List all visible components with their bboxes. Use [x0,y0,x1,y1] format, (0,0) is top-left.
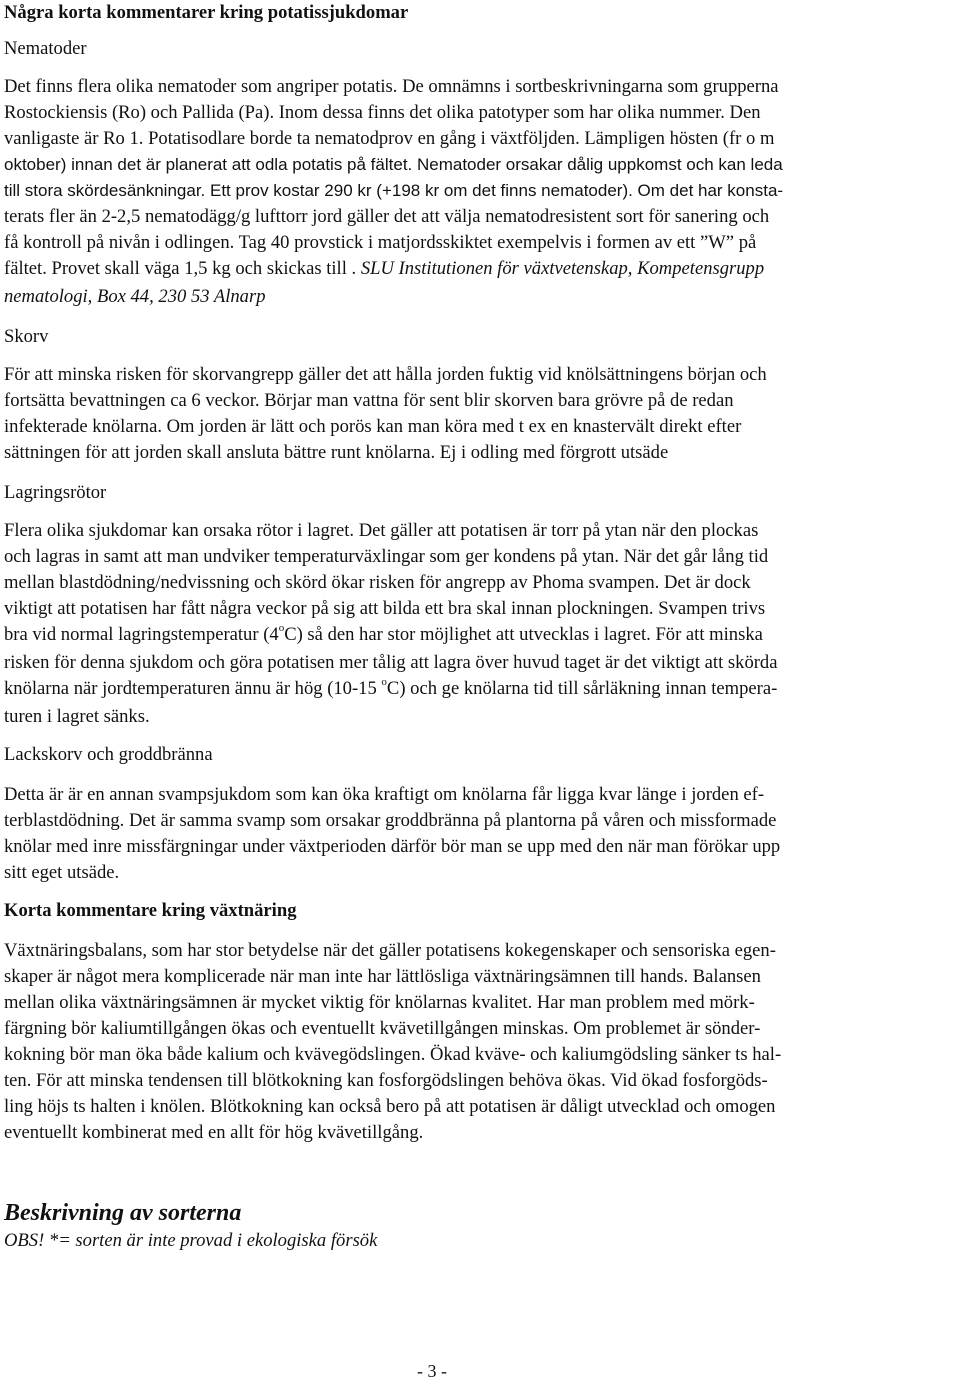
section-heading-lackskorv: Lackskorv och groddbränna [4,744,213,765]
paragraph-line: mellan blastdödning/nedvissning och skörd ökar risken för angrepp av Phoma svampen. Det är dock [4,572,751,593]
paragraph-line: ling höjs ts halten i knölen. Blötkokning kan också bero på att potatisen är dåligt utvecklad och omogen [4,1096,776,1117]
degree-superscript: o [278,621,285,634]
section-heading-vaxtnaring: Korta kommentare kring växtnäring [4,900,297,921]
section-heading-nematoder: Nematoder [4,38,87,59]
paragraph-line: För att minska risken för skorvangrepp gäller det att hålla jorden fuktig vid knölsättningens början och [4,364,767,385]
paragraph-text: C) och ge knölarna tid till sårläkning innan tempera- [386,678,778,699]
paragraph-line: mellan olika växtnäringsämnen är mycket viktig för knölarnas kvalitet. Har man problem med mörk- [4,992,755,1013]
paragraph-line: skaper är något mera komplicerade när man inte har lättlösliga växtnäringsämnen till hands. Balansen [4,966,761,987]
paragraph-line: ten. För att minska tendensen till blötkokning kan fosforgödslingen behöva ökas. Vid ökad fosforgöds- [4,1070,768,1091]
paragraph-line: sitt eget utsäde. [4,862,120,883]
paragraph-line: få kontroll på nivån i odlingen. Tag 40 provstick i matjordsskiktet exempelvis i formen av ett ”W” på [4,232,757,253]
paragraph-line: Växtnäringsbalans, som har stor betydelse när det gäller potatisens kokegenskaper och sensoriska egen- [4,940,776,961]
section-heading-lagringsrotor: Lagringsrötor [4,482,107,503]
paragraph-line: fortsätta bevattningen ca 6 veckor. Börjar man vattna för sent blir skorven bara grövre på de redan [4,390,734,411]
paragraph-text: knölarna när jordtemperaturen ännu är hög (10-15 [4,678,382,699]
section-heading-sorter: Beskrivning av sorterna [4,1200,242,1226]
paragraph-line: infekterade knölarna. Om jorden är lätt och porös kan man köra med t ex en knastervält direkt efter [4,416,742,437]
paragraph-line: Detta är är en annan svampsjukdom som kan öka kraftigt om knölarna får ligga kvar länge i jorden ef- [4,784,765,805]
paragraph-text: C) så den har stor möjlighet att utvecklas i lagret. För att minska [284,624,763,645]
document-title: Några korta kommentarer kring potatissjukdomar [4,2,409,23]
degree-superscript: o [381,675,387,688]
paragraph-line: färgning bör kaliumtillgången ökas och eventuellt kvävetillgången minskas. Om problemet är sönder- [4,1018,761,1039]
paragraph-line: turen i lagret sänks. [4,706,150,727]
paragraph-line: terats fler än 2-2,5 nematodägg/g lufttorr jord gäller det att välja nematodresistent sort för sanering och [4,206,770,227]
paragraph-line [4,256,764,282]
paragraph-text: bra vid normal lagringstemperatur (4 [4,624,279,645]
paragraph-line: Flera olika sjukdomar kan orsaka rötor i lagret. Det gäller att potatisen är torr på ytan när den plockas [4,520,759,541]
page-number: - 3 - [417,1361,447,1381]
paragraph-line: till stora skördesänkningar. Ett prov kostar 290 kr (+198 kr om det finns nematoder). Om det har konsta- [4,181,784,200]
paragraph-line: och lagras in samt att man undviker temperaturväxlingar som ger kondens på ytan. När det går lång tid [4,546,769,567]
paragraph-line [4,622,763,648]
paragraph-line: risken för denna sjukdom och göra potatisen mer tålig att lagra över huvud taget är det viktigt att skörda [4,652,778,673]
paragraph-line: Rostockiensis (Ro) och Pallida (Pa). Inom dessa finns det olika patotyper som har olika nummer. Den [4,102,761,123]
paragraph-line: Det finns flera olika nematoder som angriper potatis. De omnämns i sortbeskrivningarna som grupperna [4,76,779,97]
paragraph-line: eventuellt kombinerat med en allt för hög kvävetillgång. [4,1122,424,1143]
paragraph-text: fältet. Provet skall väga 1,5 kg och skickas till . [4,258,361,279]
section-heading-skorv: Skorv [4,326,49,347]
paragraph-line: vanligaste är Ro 1. Potatisodlare borde ta nematodprov en gång i växtföljden. Lämpligen hösten (fr o m [4,128,775,149]
paragraph-line: kokning bör man öka både kalium och kvävegödslingen. Ökad kväve- och kaliumgödsling sänker ts hal- [4,1044,782,1065]
paragraph-line: viktigt att potatisen har fått några veckor på sig att bilda ett bra skal innan plockningen. Svampen trivs [4,598,766,619]
sorter-note: OBS! *= sorten är inte provad i ekologiska försök [4,1230,378,1251]
paragraph-line [4,676,777,702]
paragraph-line: oktober) innan det är planerat att odla potatis på fältet. Nematoder orsakar dålig uppkomst och kan leda [4,155,783,174]
paragraph-line: terblastdödning. Det är samma svamp som orsakar groddbränna på plantorna på våren och missformade [4,810,777,831]
paragraph-line: knölar med inre missfärgningar under växtperioden därför bör man se upp med den när man förökar upp [4,836,781,857]
address-text: SLU Institutionen för växtvetenskap, Kompetensgrupp [360,258,765,279]
paragraph-line: sättningen för att jorden skall ansluta bättre runt knölarna. Ej i odling med förgrott utsäde [4,442,669,463]
address-text: nematologi, Box 44, 230 53 Alnarp [4,286,266,307]
